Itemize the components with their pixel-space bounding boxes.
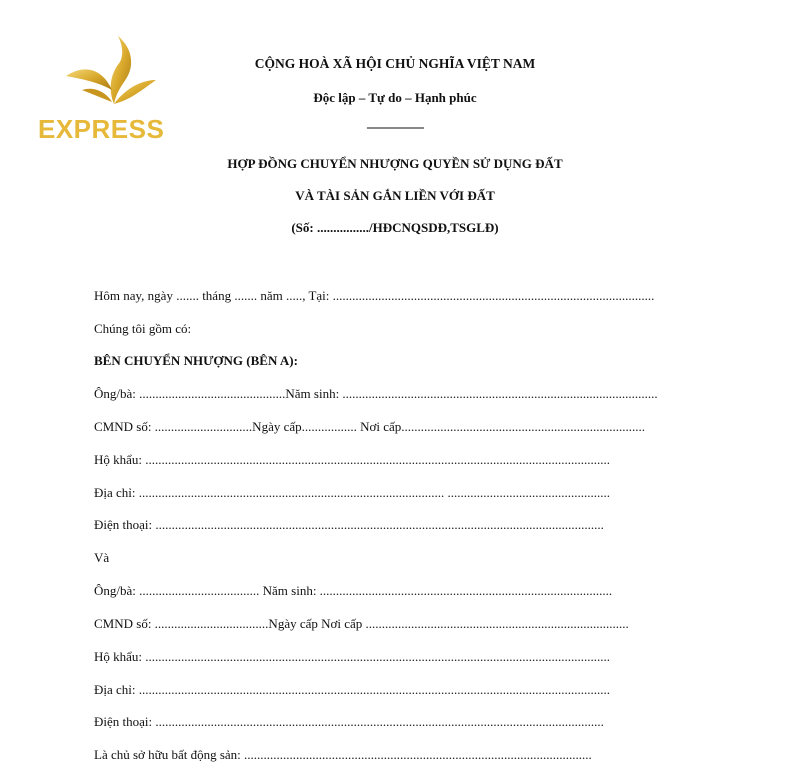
- contract-title-line2: VÀ TÀI SẢN GẮN LIỀN VỚI ĐẤT: [295, 188, 495, 203]
- party-a2-address-line: Địa chỉ: .................................................................................................................................................: [94, 682, 611, 697]
- party-a2-phone-line: Điện thoại: ..........................................................................................................................................: [94, 714, 604, 729]
- party-a1-household-line: Hộ khẩu: ...............................................................................................................................................: [94, 452, 611, 467]
- contract-title-line1: HỢP ĐỒNG CHUYỂN NHƯỢNG QUYỀN SỬ DỤNG ĐẤT: [227, 156, 563, 171]
- property-owner-line: Là chủ sở hữu bất động sản: ...........................................................................................................: [94, 747, 592, 762]
- party-a1-id-line: CMND số: ..............................Ngày cấp................. Nơi cấp...........................................................................: [94, 419, 646, 434]
- and-line: Và: [94, 550, 110, 565]
- party-a1-address-line: Địa chỉ: .............................................................................................. ..................................................: [94, 485, 611, 500]
- date-place-line: Hôm nay, ngày ....... tháng ....... năm ....., Tại: ...................................................................................................: [94, 288, 655, 303]
- party-a2-household-line: Hộ khẩu: ...............................................................................................................................................: [94, 649, 611, 664]
- contract-number: (Số: ................/HĐCNQSDĐ,TSGLĐ): [291, 220, 499, 235]
- party-a2-name-line: Ông/bà: ..................................... Năm sinh: ..........................................................................................: [94, 583, 613, 598]
- country-name: CỘNG HOÀ XÃ HỘI CHỦ NGHĨA VIỆT NAM: [254, 56, 536, 71]
- party-a1-phone-line: Điện thoại: ..........................................................................................................................................: [94, 517, 604, 532]
- national-motto: Độc lập – Tự do – Hạnh phúc: [313, 90, 477, 105]
- party-a1-name-line: Ông/bà: .............................................Năm sinh: .................................................................................................: [94, 386, 658, 401]
- party-a-heading: BÊN CHUYỂN NHƯỢNG (BÊN A):: [94, 353, 298, 368]
- header-separator: -------------------: [366, 120, 424, 134]
- intro-line: Chúng tôi gồm có:: [94, 321, 192, 336]
- logo-text: EXPRESS: [38, 114, 165, 144]
- party-a2-id-line: CMND số: ...................................Ngày cấp Nơi cấp .................................................................................: [94, 616, 629, 631]
